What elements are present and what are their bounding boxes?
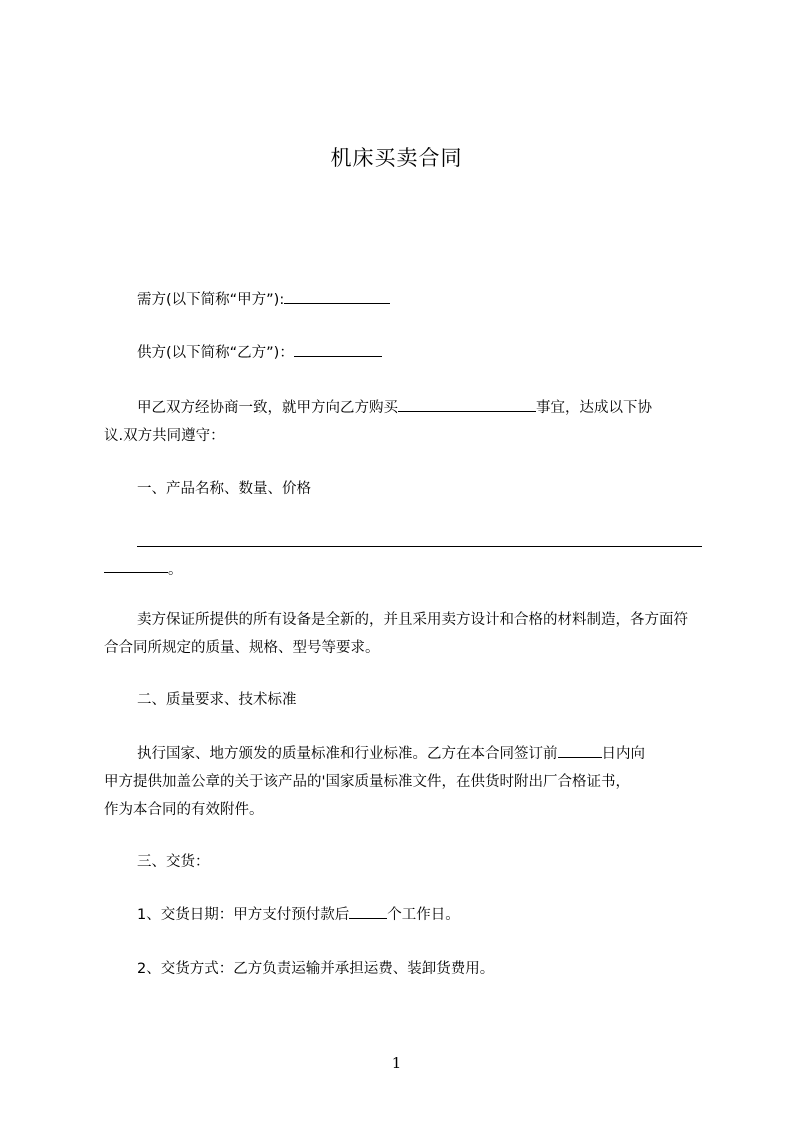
buyer-blank xyxy=(284,288,390,304)
page-number: 1 xyxy=(391,1054,402,1072)
seller-blank xyxy=(294,341,382,357)
warranty-paragraph: 卖方保证所提供的所有设备是全新的，并且采用卖方设计和合格的材料制造，各方面符合合同所规定的质量、规格、型号等要求。 xyxy=(104,612,688,656)
seller-line xyxy=(104,341,737,365)
standards-days-blank xyxy=(558,742,602,758)
buyer-label: 需方(以下简称“甲方”): xyxy=(137,292,285,308)
intro-line-2: 议.双方共同遵守： xyxy=(104,428,225,444)
intro-text-after: 事宜，达成以下协 xyxy=(536,400,652,416)
intro-text-before: 甲乙双方经协商一致，就甲方向乙方购买 xyxy=(137,400,398,416)
section1-heading: 一、产品名称、数量、价格 xyxy=(137,481,311,497)
standards-text-after: 日内向 xyxy=(601,746,645,762)
document-title: 机床买卖合同 xyxy=(330,146,463,170)
intro-blank xyxy=(398,396,536,412)
standards-line-2: 甲方提供加盖公章的关于该产品的'国家质量标准文件，在供货时附出厂合格证书， xyxy=(104,774,630,790)
product-fill-line-2 xyxy=(104,572,168,573)
delivery-days-blank xyxy=(349,903,387,919)
delivery-method-line: 2、交货方式：乙方负责运输并承担运费、装卸货费用。 xyxy=(137,961,495,977)
delivery-date-before: 1、交货日期：甲方支付预付款后 xyxy=(137,907,350,923)
section2-heading: 二、质量要求、技术标准 xyxy=(137,692,297,708)
seller-label: 供方(以下简称“乙方”)： xyxy=(137,345,294,361)
standards-line-1 xyxy=(104,742,737,766)
intro-line-1 xyxy=(104,396,737,420)
product-fill-end: 。 xyxy=(168,562,183,578)
standards-line-3: 作为本合同的有效附件。 xyxy=(104,802,264,818)
buyer-line xyxy=(104,288,737,312)
delivery-date-after: 个工作日。 xyxy=(387,907,460,923)
delivery-date-line xyxy=(104,903,737,927)
section3-heading: 三、交货： xyxy=(137,854,210,870)
product-fill-line-1 xyxy=(137,546,702,547)
standards-text-before: 执行国家、地方颁发的质量标准和行业标准。乙方在本合同签订前 xyxy=(137,746,558,762)
